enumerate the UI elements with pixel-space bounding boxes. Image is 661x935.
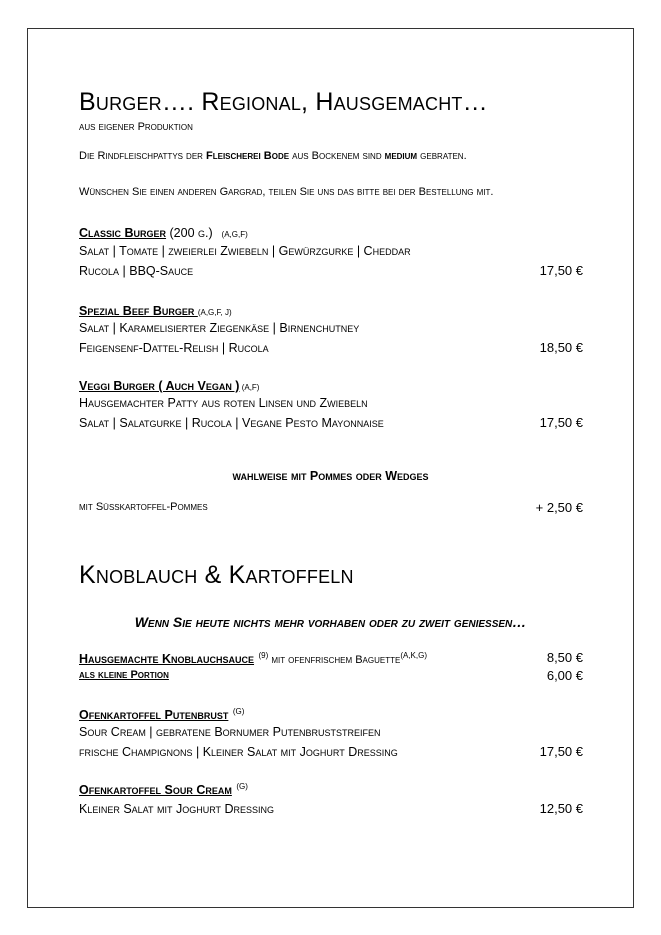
item-name: Classic Burger: [79, 226, 167, 240]
item-allergens: (G): [232, 707, 245, 716]
item-description-line-1: Salat | Tomate | zweierlei Zwiebeln | Gewürzgurke | Cheddar: [79, 244, 411, 258]
item-allergens: (G): [236, 782, 248, 791]
item-description-line-1: Hausgemachter Patty aus roten Linsen und Zwiebeln: [79, 396, 368, 410]
info-patty-butcher: Fleischerei Bode: [206, 150, 290, 162]
info-patty-text-2: aus Bockenem sind: [289, 150, 385, 162]
item-description-line-2: Feigensenf-Dattel-Relish | Rucola: [79, 341, 269, 355]
item-allergens-2: (A,K,G): [400, 651, 427, 660]
info-patty: [79, 150, 467, 162]
item-price: 18,50 €: [539, 340, 583, 355]
menu-item-ofenkartoffel-sour-cream: [79, 781, 248, 799]
item-name: Veggi Burger ( Auch Vegan ): [79, 379, 240, 393]
item-weight: (200 g.): [166, 226, 213, 240]
menu-item-spezial-beef-burger: [79, 302, 232, 320]
item-description-line-1: Kleiner Salat mit Joghurt Dressing: [79, 802, 275, 816]
item-allergens: (9): [258, 651, 269, 660]
item-allergens: (A,G,F, J): [197, 308, 232, 317]
info-patty-text-1: Die Rindfleischpattys der: [79, 150, 206, 162]
item-allergens: (A,F): [239, 383, 260, 392]
info-patty-text-3: gebraten.: [417, 150, 467, 162]
item-name: Ofenkartoffel Sour Cream: [79, 783, 232, 797]
item-description-line-2: Rucola | BBQ-Sauce: [79, 264, 194, 278]
item-name: Ofenkartoffel Putenbrust: [79, 708, 229, 722]
info-doneness: Wünschen Sie einen anderen Gargrad, teilen Sie uns das bitte bei der Bestellung mit.: [79, 186, 494, 198]
section-subtitle-knoblauch: Wenn Sie heute nichts mehr vorhaben oder zu zweit genießen…: [134, 614, 527, 630]
menu-item-classic-burger: [79, 224, 248, 242]
section-subtitle-burger: aus eigener Produktion: [79, 121, 193, 133]
sweet-potato-fries-label: mit Süßkartoffel-Pommes: [79, 501, 208, 513]
item-description-line-2: frische Champignons | Kleiner Salat mit Joghurt Dressing: [79, 745, 398, 759]
item-name: Spezial Beef Burger: [79, 304, 198, 318]
item-price: 17,50 €: [539, 415, 583, 430]
item-name: Hausgemachte Knoblauchsauce: [79, 652, 255, 666]
menu-item-garlic-sauce: [79, 650, 427, 668]
item-price: 17,50 €: [539, 263, 583, 278]
item-price: 8,50 €: [546, 650, 583, 665]
item-description-line-1: Sour Cream | gebratene Bornumer Putenbruststreifen: [79, 725, 381, 739]
item-allergens: (A,G,F): [221, 230, 248, 239]
section-title-knoblauch: Knoblauch & Kartoffeln: [79, 561, 354, 589]
section-title-burger: Burger…. Regional, Hausgemacht…: [79, 88, 488, 116]
menu-item-veggi-burger: [79, 377, 259, 395]
item-price: 17,50 €: [539, 744, 583, 759]
sweet-potato-fries-price: + 2,50 €: [535, 500, 583, 515]
menu-item-ofenkartoffel-putenbrust: [79, 706, 244, 724]
item-description: mit ofenfrischem Baguette: [268, 654, 401, 666]
small-portion-label: als kleine Portion: [79, 669, 169, 681]
info-patty-medium: medium: [384, 150, 418, 162]
side-choice-note: wahlweise mit Pommes oder Wedges: [232, 469, 429, 483]
item-price: 12,50 €: [539, 801, 583, 816]
small-portion-price: 6,00 €: [546, 668, 583, 683]
item-description-line-1: Salat | Karamelisierter Ziegenkäse | Birnenchutney: [79, 321, 360, 335]
item-description-line-2: Salat | Salatgurke | Rucola | Vegane Pesto Mayonnaise: [79, 416, 384, 430]
